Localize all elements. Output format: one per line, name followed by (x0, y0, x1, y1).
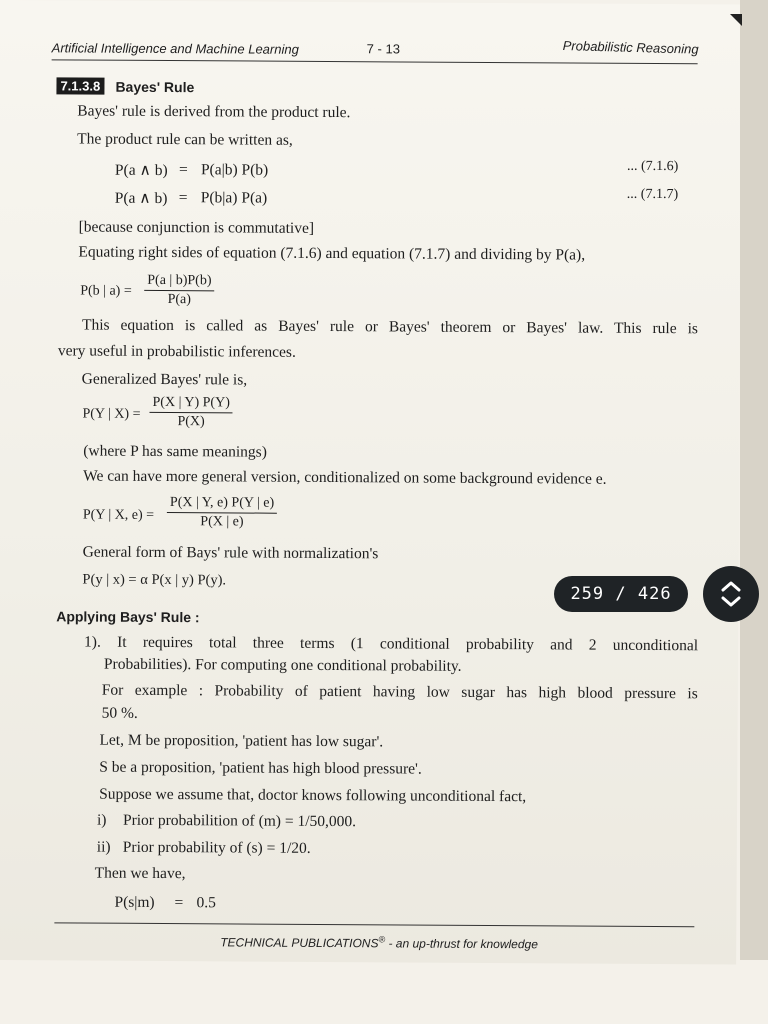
fraction-numerator: P(X | Y) P(Y) (149, 395, 232, 414)
roman-list-text: Prior probabilition of (m) = 1/50,000. (122, 811, 357, 831)
formula-fraction (149, 395, 233, 431)
fraction-denominator: P(X) (177, 414, 205, 430)
equation-rhs: P(a|b) P(b) (200, 161, 269, 179)
body-line: Equating right sides of equation (7.1.6) and equation (7.1.7) and dividing by P(a), (78, 243, 586, 264)
formula-lhs: P(b | a) = (80, 283, 132, 299)
list-item-line: 1). It requires total three terms (1 conditional probability and 2 unconditional (84, 633, 699, 655)
body-line: We can have more general version, conditionalized on some background evidence e. (83, 467, 607, 488)
page-nav-button[interactable] (703, 566, 759, 622)
chevron-up-down-icon (719, 578, 743, 610)
header-book-title: Artificial Intelligence and Machine Learning (51, 40, 299, 57)
equation-equals: = (174, 894, 184, 912)
footer-tagline: - an up-thrust for knowledge (388, 936, 538, 952)
footer (220, 933, 538, 951)
equation-number: ... (7.1.6) (626, 158, 679, 175)
body-line: S be a proposition, 'patient has high blood pressure'. (99, 758, 422, 778)
body-line: (where P has same meanings) (83, 442, 267, 461)
subsection-title: Applying Bays' Rule : (56, 608, 200, 626)
body-line: Let, M be proposition, 'patient has low sugar'. (99, 731, 384, 751)
footer-brand: TECHNICAL PUBLICATIONS (220, 935, 379, 951)
page-edge-shadow (740, 0, 768, 960)
equation-equals: = (178, 189, 188, 207)
fraction-denominator: P(X | e) (200, 514, 244, 530)
body-line: Generalized Bayes' rule is, (81, 370, 248, 389)
formula-lhs: P(Y | X, e) = (82, 507, 155, 523)
header-page-number: 7 - 13 (366, 41, 401, 57)
section-number-badge: 7.1.3.8 (56, 77, 104, 94)
formula-normalized: P(y | x) = α P(x | y) P(y). (82, 571, 227, 589)
section-title: Bayes' Rule (115, 78, 195, 96)
equation-number: ... (7.1.7) (626, 186, 679, 203)
equation-lhs: P(s|m) (114, 893, 155, 911)
body-line: For example : Probability of patient having low sugar has high blood pressure is (101, 681, 698, 703)
body-line: Then we have, (94, 864, 186, 883)
header-chapter-title: Probabilistic Reasoning (562, 38, 699, 57)
roman-list-text: Prior probability of (s) = 1/20. (122, 838, 311, 857)
registered-mark: ® (378, 934, 386, 945)
formula-fraction (144, 273, 214, 308)
roman-list-label: ii) (96, 838, 111, 856)
equation-rhs: P(b|a) P(a) (200, 189, 268, 207)
body-line: [because conjunction is commutative] (78, 218, 315, 237)
body-line: Bayes' rule is derived from the product rule. (77, 102, 351, 122)
formula-fraction (167, 495, 277, 531)
page-corner-fold (730, 14, 742, 26)
body-line: General form of Bays' rule with normalization's (82, 543, 379, 563)
footer-divider (54, 922, 694, 927)
list-item-line: Probabilities). For computing one conditional probability. (103, 655, 462, 675)
formula-lhs: P(Y | X) = (82, 406, 141, 422)
equation-lhs: P(a ∧ b) (114, 189, 168, 208)
page-indicator: 259 / 426 (554, 576, 688, 612)
header-divider (52, 59, 698, 64)
fraction-denominator: P(a) (167, 292, 192, 308)
fraction-numerator: P(a | b)P(b) (144, 273, 214, 291)
body-line: The product rule can be written as, (77, 130, 293, 149)
equation-rhs: 0.5 (196, 894, 216, 912)
body-line: 50 %. (101, 704, 138, 722)
equation-equals: = (178, 161, 188, 179)
roman-list-label: i) (96, 811, 107, 829)
equation-lhs: P(a ∧ b) (114, 161, 168, 180)
body-line: Suppose we assume that, doctor knows following unconditional fact, (99, 785, 527, 806)
paragraph-line: This equation is called as Bayes' rule or Bayes' theorem or Bayes' law. This rule is (81, 316, 699, 338)
fraction-numerator: P(X | Y, e) P(Y | e) (167, 495, 277, 514)
paragraph-line: very useful in probabilistic inferences. (57, 342, 296, 361)
